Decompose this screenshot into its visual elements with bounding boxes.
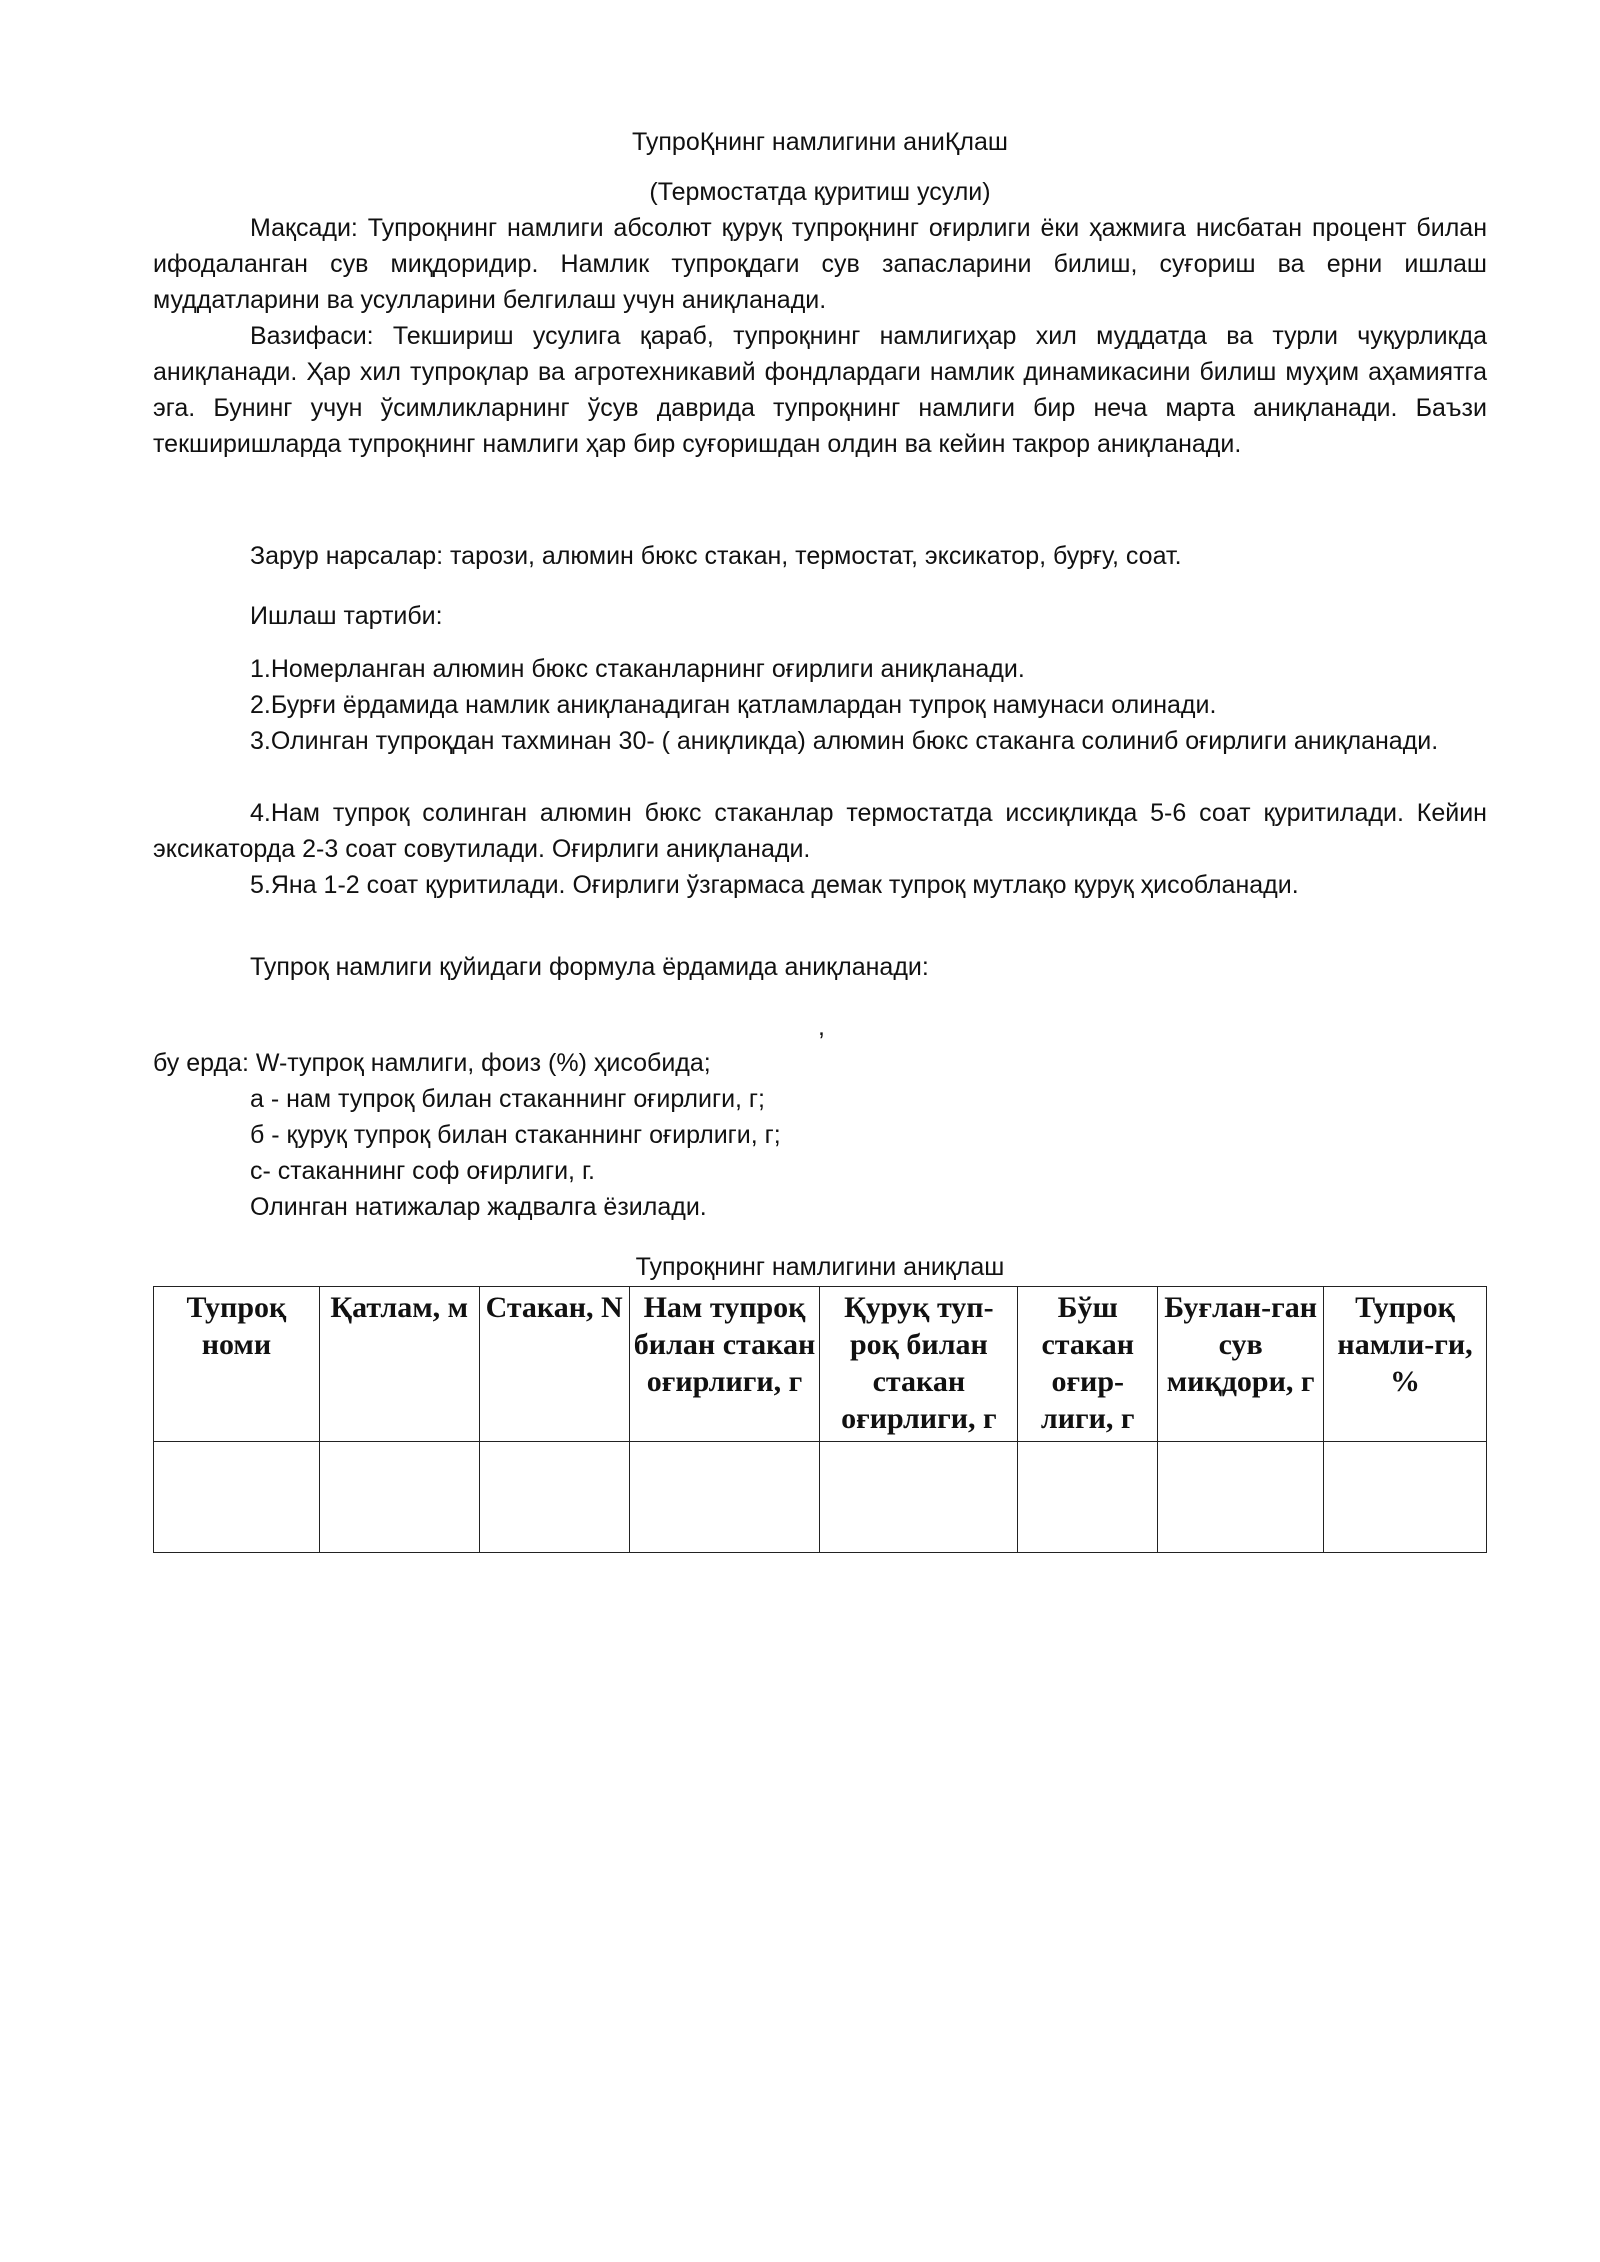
- header-dry-soil-weight: Қуруқ туп-роқ билан стакан оғирлиги, г: [820, 1287, 1018, 1442]
- table-row: [154, 1442, 1487, 1553]
- step-2: 2.Бурғи ёрдамида намлик аниқланадиган қатламлардан тупроқ намунаси олинади.: [250, 691, 1217, 719]
- header-evaporated-water: Буғлан-ган сув миқдори, г: [1158, 1287, 1324, 1442]
- definition-a: а - нам тупроқ билан стаканнинг оғирлиги, г;: [250, 1085, 765, 1113]
- table-cell: [1018, 1442, 1158, 1553]
- table-cell: [820, 1442, 1018, 1553]
- document-subtitle: (Термостатда қуритиш усули): [649, 178, 991, 206]
- step-5: 5.Яна 1-2 соат қуритилади. Оғирлиги ўзгармаса демак тупроқ мутлақо қуруқ ҳисобланади.: [250, 871, 1299, 899]
- definition-b: б - қуруқ тупроқ билан стаканнинг оғирлиги, г;: [250, 1121, 781, 1149]
- moisture-table: [153, 1286, 1487, 1553]
- header-cup-number: Стакан, N: [479, 1287, 629, 1442]
- table-cell: [1324, 1442, 1487, 1553]
- where-line: бу ерда: W-тупроқ намлиги, фоиз (%) ҳисобида;: [153, 1049, 711, 1077]
- table-header-row: [154, 1287, 1487, 1442]
- header-soil-moisture: Тупроқ намли-ги, %: [1324, 1287, 1487, 1442]
- header-empty-cup-weight: Бўш стакан оғир-лиги, г: [1018, 1287, 1158, 1442]
- table-caption: Тупроқнинг намлигини аниқлаш: [635, 1253, 1005, 1281]
- definition-c: с- стаканнинг соф оғирлиги, г.: [250, 1157, 595, 1185]
- step-3: 3.Олинган тупроқдан тахминан 30- ( аниқликда) алюмин бюкс стаканга солиниб оғирлиги аниқланади.: [250, 727, 1439, 755]
- formula-placeholder-mark: ,: [818, 1013, 825, 1041]
- header-wet-soil-weight: Нам тупроқ билан стакан оғирлиги, г: [629, 1287, 820, 1442]
- step-1: 1.Номерланган алюмин бюкс стаканларнинг оғирлиги аниқланади.: [250, 655, 1025, 683]
- header-soil-name: Тупроқ номи: [154, 1287, 320, 1442]
- table-cell: [629, 1442, 820, 1553]
- table-cell: [1158, 1442, 1324, 1553]
- procedure-heading: Ишлаш тартиби:: [250, 602, 443, 630]
- task-paragraph: Вазифаси: Текшириш усулига қараб, тупроқнинг намлигиҳар хил муддатда ва турли чуқурликда аниқланади. Ҳар хил тупроқлар ва агротехникавий фондлардаги намлик динамикасини билиш муҳим аҳамиятга эга. Бунинг учун ўсимликларнинг ўсув даврида тупроқнинг намлиги бир неча марта аниқланади. Баъзи текширишларда тупроқнинг намлиги ҳар бир суғоришдан олдин ва кейин такрор аниқланади.: [153, 322, 1487, 458]
- header-layer: Қатлам, м: [319, 1287, 479, 1442]
- table-cell: [319, 1442, 479, 1553]
- purpose-paragraph: Мақсади: Тупроқнинг намлиги абсолют қуруқ тупроқнинг оғирлиги ёки ҳажмига нисбатан процент билан ифодаланган сув миқдоридир. Намлик тупроқдаги сув запасларини билиш, суғориш ва ерни ишлаш муддатларини ва усулларини белгилаш учун аниқланади.: [153, 214, 1487, 314]
- table-cell: [479, 1442, 629, 1553]
- document-title: ТупроҚнинг намлигини аниҚлаш: [632, 128, 1008, 156]
- results-note: Олинган натижалар жадвалга ёзилади.: [250, 1193, 707, 1221]
- step-4: 4.Нам тупроқ солинган алюмин бюкс стаканлар термостатда иссиқликда 5-6 соат қуритилади. Кейин эксикаторда 2-3 соат совутилади. Оғирлиги аниқланади.: [153, 799, 1487, 863]
- materials-line: Зарур нарсалар: тарози, алюмин бюкс стакан, термостат, эксикатор, бурғу, соат.: [250, 542, 1182, 570]
- table-cell: [154, 1442, 320, 1553]
- formula-intro: Тупроқ намлиги қуйидаги формула ёрдамида аниқланади:: [250, 953, 929, 981]
